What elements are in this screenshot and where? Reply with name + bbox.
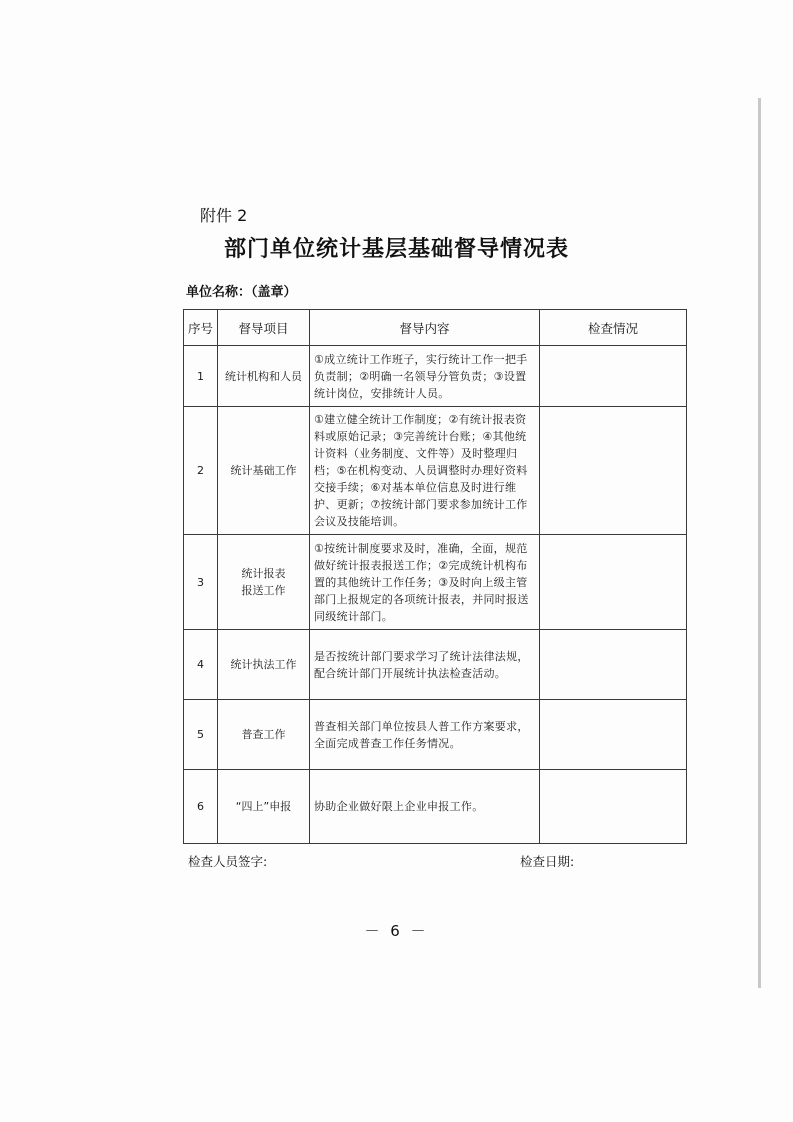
table-row (184, 535, 687, 630)
page-number: － 6 － (364, 922, 429, 940)
col-header-no: 序号 (184, 310, 218, 346)
supervision-item (218, 770, 310, 844)
supervision-content: 普查相关部门单位按县人普工作方案要求，全面完成普查工作任务情况。 (310, 700, 540, 770)
supervision-item-line: “四上”申报 (235, 800, 292, 813)
supervision-item-line: 统计执法工作 (230, 658, 297, 671)
inspection-result-cell[interactable] (540, 630, 687, 700)
row-number: 3 (184, 535, 218, 630)
inspection-result-cell[interactable] (540, 407, 687, 535)
inspection-result-cell[interactable] (540, 770, 687, 844)
table-row (184, 407, 687, 535)
row-number: 2 (184, 407, 218, 535)
supervision-content: 是否按统计部门要求学习了统计法律法规，配合统计部门开展统计执法检查活动。 (310, 630, 540, 700)
inspection-result-cell[interactable] (540, 346, 687, 407)
table-header-row (184, 310, 687, 346)
supervision-table (183, 309, 687, 844)
table-row (184, 700, 687, 770)
unit-name-label: 单位名称：（盖章） (186, 285, 297, 300)
attachment-label: 附件 2 (200, 206, 248, 225)
row-number: 6 (184, 770, 218, 844)
supervision-item-line: 报送工作 (241, 584, 286, 597)
supervision-content: ①建立健全统计工作制度；②有统计报表资料或原始记录；③完善统计台账；④其他统计资料（业务制度、文件等）及时整理归档；⑤在机构变动、人员调整时办理好资料交接手续；⑥对基本单位信息及时进行维护、更新；⑦按统计部门要求参加统计工作会议及技能培训。 (310, 407, 540, 535)
table-row (184, 630, 687, 700)
inspection-result-cell[interactable] (540, 700, 687, 770)
inspector-signature-label: 检查人员签字: (188, 854, 268, 869)
row-number: 1 (184, 346, 218, 407)
supervision-item (218, 346, 310, 407)
supervision-item-line: 统计基础工作 (230, 464, 297, 477)
supervision-item-line: 统计机构和人员 (225, 369, 302, 383)
row-number: 4 (184, 630, 218, 700)
table-row (184, 770, 687, 844)
supervision-content: ①成立统计工作班子，实行统计工作一把手负责制；②明确一名领导分管负责；③设置统计岗位，安排统计人员。 (310, 346, 540, 407)
supervision-item-line: 统计报表 (241, 567, 286, 580)
col-header-content: 督导内容 (310, 310, 540, 346)
col-header-result: 检查情况 (540, 310, 687, 346)
row-number: 5 (184, 700, 218, 770)
supervision-item (218, 407, 310, 535)
table-row (184, 346, 687, 407)
supervision-item-line: 普查工作 (241, 728, 286, 741)
supervision-content: 协助企业做好限上企业申报工作。 (310, 770, 540, 844)
supervision-item (218, 630, 310, 700)
inspection-result-cell[interactable] (540, 535, 687, 630)
supervision-item (218, 700, 310, 770)
supervision-item (218, 535, 310, 630)
page-title: 部门单位统计基层基础督导情况表 (223, 236, 569, 262)
col-header-item: 督导项目 (218, 310, 310, 346)
inspection-date-label: 检查日期: (520, 854, 575, 869)
supervision-content: ①按统计制度要求及时，准确，全面，规范做好统计报表报送工作；②完成统计机构布置的其他统计工作任务；③及时向上级主管部门上报规定的各项统计报表，并同时报送同级统计部门。 (310, 535, 540, 630)
